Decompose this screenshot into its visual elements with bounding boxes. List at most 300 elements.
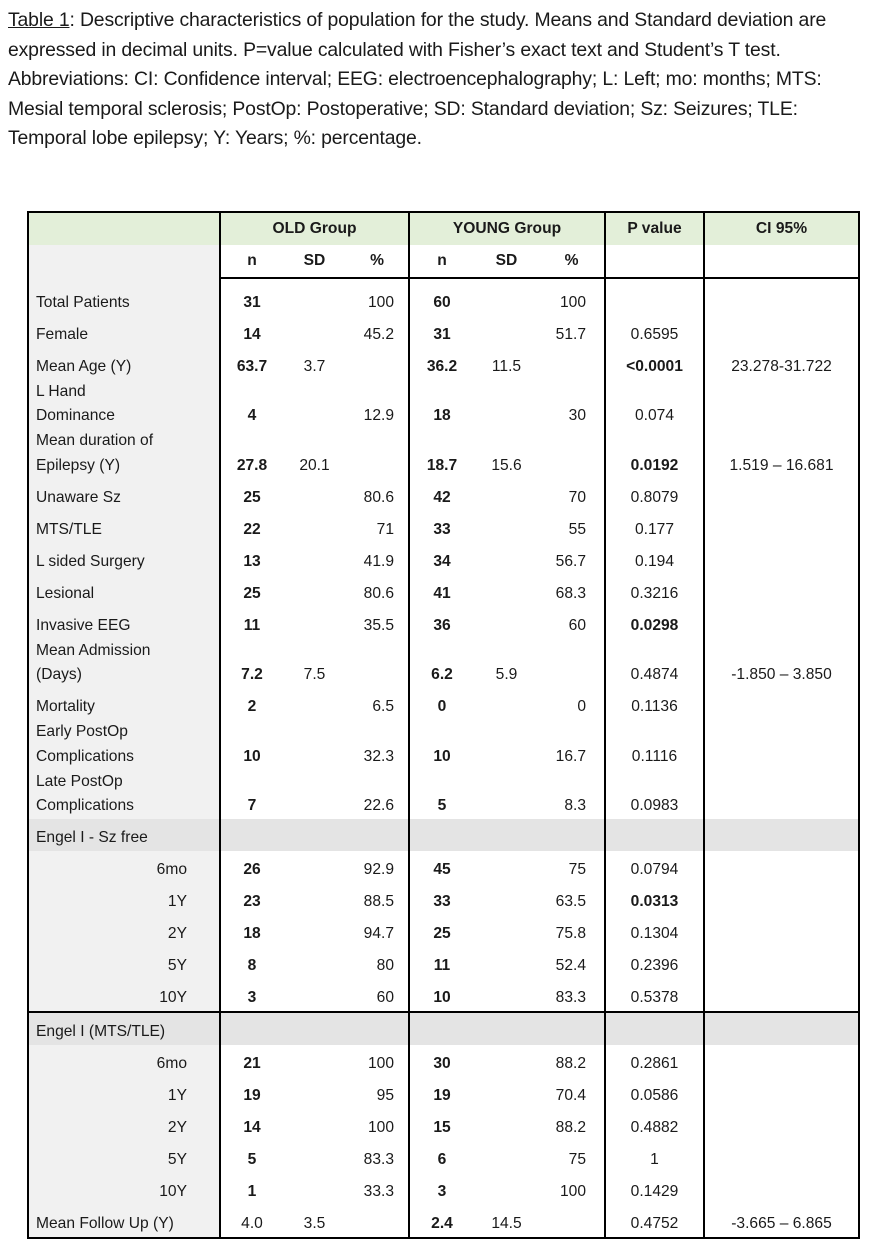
young-pct xyxy=(539,510,605,542)
young-sd xyxy=(474,347,539,379)
old-sd xyxy=(283,347,346,379)
table-row xyxy=(28,379,859,429)
young-n xyxy=(409,1109,474,1141)
young-n xyxy=(409,1045,474,1077)
p-value xyxy=(605,1205,704,1238)
young-n xyxy=(409,1141,474,1173)
young-pct-value: 88.2 xyxy=(555,1119,586,1136)
young-n-value: 6.2 xyxy=(431,666,453,683)
table-row xyxy=(28,315,859,347)
section-header-row xyxy=(28,1012,859,1045)
old-n xyxy=(220,478,283,510)
young-pct-value: 68.3 xyxy=(555,584,586,602)
ci-95 xyxy=(704,851,859,883)
old-n-value: 23 xyxy=(243,893,261,910)
old-n xyxy=(220,1045,283,1077)
young-pct-value: 8.3 xyxy=(564,797,586,814)
section-blank-cell xyxy=(704,1012,859,1045)
old-sd xyxy=(283,720,346,770)
young-pct xyxy=(539,278,605,315)
p-value xyxy=(605,979,704,1012)
young-pct xyxy=(539,947,605,979)
young-n xyxy=(409,915,474,947)
section-blank-cell xyxy=(220,1012,283,1045)
old-pct-value: 45.2 xyxy=(363,325,394,343)
p-value-value: 0.1429 xyxy=(630,1183,679,1200)
ci-95 xyxy=(704,429,859,479)
young-pct xyxy=(539,542,605,574)
characteristics-table xyxy=(27,211,860,1239)
ci-95 xyxy=(704,915,859,947)
old-pct-value: 95 xyxy=(376,1087,394,1104)
row-label-line: Early PostOp xyxy=(36,723,128,740)
row-label-text: 5Y xyxy=(167,1151,187,1168)
old-n-value: 7 xyxy=(247,797,257,814)
row-label xyxy=(28,606,220,638)
young-pct-value: 63.5 xyxy=(555,893,586,910)
table-label: Table 1 xyxy=(8,9,70,31)
young-pct-value: 75 xyxy=(568,1151,586,1168)
table-row xyxy=(28,1173,859,1205)
header-p-value: P value xyxy=(605,212,704,245)
old-sd xyxy=(283,1077,346,1109)
row-label-text: Total Patients xyxy=(36,293,130,311)
row-label xyxy=(28,769,220,819)
old-pct-value: 100 xyxy=(367,293,394,311)
young-n xyxy=(409,769,474,819)
young-sd xyxy=(474,638,539,688)
ci-95-value: -1.850 – 3.850 xyxy=(731,666,832,683)
young-n-value: 18.7 xyxy=(426,456,458,474)
young-sd xyxy=(474,379,539,429)
old-n xyxy=(220,883,283,915)
young-pct-value: 30 xyxy=(568,407,586,424)
p-value xyxy=(605,1045,704,1077)
old-pct-value: 80 xyxy=(376,957,394,974)
young-pct xyxy=(539,1077,605,1109)
old-sd-value: 3.7 xyxy=(303,357,326,375)
old-n xyxy=(220,606,283,638)
old-n xyxy=(220,1173,283,1205)
section-blank-cell xyxy=(220,819,283,851)
ci-95 xyxy=(704,1045,859,1077)
p-value-value: 0.0983 xyxy=(630,797,679,814)
old-n xyxy=(220,769,283,819)
section-blank-cell xyxy=(346,1012,409,1045)
header-young-n: n xyxy=(409,245,474,278)
old-n-value: 4 xyxy=(247,407,257,424)
old-n xyxy=(220,688,283,720)
old-n xyxy=(220,574,283,606)
young-n-value: 45 xyxy=(433,861,451,878)
p-value-value: 0.0192 xyxy=(630,456,679,474)
old-pct-value: 80.6 xyxy=(363,584,394,602)
young-n-value: 30 xyxy=(433,1055,451,1072)
old-sd xyxy=(283,510,346,542)
section-blank-cell xyxy=(346,819,409,851)
row-label-line: Epilepsy (Y) xyxy=(36,456,121,474)
old-pct xyxy=(346,720,409,770)
young-sd xyxy=(474,429,539,479)
young-pct xyxy=(539,574,605,606)
row-label-text: Mean Follow Up (Y) xyxy=(36,1215,174,1232)
p-value-value: 0.4882 xyxy=(630,1119,679,1136)
old-pct-value: 100 xyxy=(367,1055,394,1072)
old-n xyxy=(220,542,283,574)
row-label-text: Unaware Sz xyxy=(36,488,121,506)
p-value-value: 0.177 xyxy=(634,520,675,538)
ci-95 xyxy=(704,606,859,638)
old-sd xyxy=(283,688,346,720)
row-label-line: Late PostOp xyxy=(36,772,123,790)
table-row xyxy=(28,1141,859,1173)
old-pct-value: 22.6 xyxy=(363,797,394,814)
old-n xyxy=(220,315,283,347)
young-n-value: 6 xyxy=(437,1151,447,1168)
row-label-text: 1Y xyxy=(167,1087,187,1104)
young-pct-value: 88.2 xyxy=(555,1055,586,1072)
young-pct xyxy=(539,347,605,379)
ci-95 xyxy=(704,347,859,379)
old-pct xyxy=(346,574,409,606)
ci-95 xyxy=(704,638,859,688)
ci-95-value: 1.519 – 16.681 xyxy=(729,456,834,474)
section-blank-cell xyxy=(605,819,704,851)
row-label-text: 10Y xyxy=(159,1183,187,1200)
row-label xyxy=(28,278,220,315)
row-label xyxy=(28,979,220,1012)
young-n-value: 3 xyxy=(437,1183,447,1200)
table-row xyxy=(28,542,859,574)
old-n xyxy=(220,1205,283,1238)
row-label-line: L Hand xyxy=(36,382,86,400)
old-sd xyxy=(283,379,346,429)
ci-95 xyxy=(704,542,859,574)
ci-95 xyxy=(704,510,859,542)
row-label-text: 10Y xyxy=(159,989,187,1006)
young-sd xyxy=(474,915,539,947)
p-value xyxy=(605,478,704,510)
old-pct-value: 92.9 xyxy=(363,861,394,878)
old-n xyxy=(220,1077,283,1109)
section-blank-cell xyxy=(409,819,474,851)
row-label xyxy=(28,347,220,379)
old-n-value: 7.2 xyxy=(241,666,263,683)
young-n-value: 42 xyxy=(433,488,451,506)
old-sd xyxy=(283,1205,346,1238)
header-row-sub xyxy=(28,245,859,278)
old-pct xyxy=(346,1173,409,1205)
ci-95 xyxy=(704,688,859,720)
young-n-value: 34 xyxy=(433,552,451,570)
young-sd xyxy=(474,315,539,347)
young-sd-value: 14.5 xyxy=(491,1215,522,1232)
old-sd xyxy=(283,478,346,510)
young-sd xyxy=(474,769,539,819)
ci-95 xyxy=(704,478,859,510)
old-pct-value: 6.5 xyxy=(372,698,394,715)
young-sd xyxy=(474,688,539,720)
old-pct xyxy=(346,510,409,542)
old-sd xyxy=(283,278,346,315)
section-title: Engel I - Sz free xyxy=(28,819,220,851)
young-sd xyxy=(474,606,539,638)
table-row xyxy=(28,720,859,770)
young-sd xyxy=(474,478,539,510)
header-old-pct: % xyxy=(346,245,409,278)
section-blank-cell xyxy=(474,1012,539,1045)
row-label xyxy=(28,574,220,606)
old-n xyxy=(220,979,283,1012)
young-pct-value: 83.3 xyxy=(555,989,586,1006)
old-n xyxy=(220,915,283,947)
old-n-value: 8 xyxy=(247,957,257,974)
young-pct-value: 55 xyxy=(568,520,586,538)
old-n-value: 10 xyxy=(243,747,261,765)
row-label-text: Female xyxy=(36,325,88,343)
young-n-value: 2.4 xyxy=(431,1215,453,1232)
p-value-value: 0.0313 xyxy=(630,893,679,910)
p-value-value: 0.5378 xyxy=(630,989,679,1006)
old-sd-value: 20.1 xyxy=(299,456,330,474)
header-p-sub xyxy=(605,245,704,278)
table-row xyxy=(28,278,859,315)
old-pct-value: 80.6 xyxy=(363,488,394,506)
young-sd xyxy=(474,979,539,1012)
table-row xyxy=(28,947,859,979)
old-sd xyxy=(283,851,346,883)
row-label-line: Mean duration of xyxy=(36,432,154,449)
old-n xyxy=(220,638,283,688)
young-pct xyxy=(539,1045,605,1077)
old-n xyxy=(220,429,283,479)
old-sd-value: 3.5 xyxy=(303,1215,326,1232)
old-pct xyxy=(346,542,409,574)
table-row xyxy=(28,1205,859,1238)
p-value xyxy=(605,769,704,819)
caption-text: : Descriptive characteristics of population for the study. Means and Standard deviation are expressed in decimal units. P=value calculated with Fisher’s exact text and Student’s T test. Abbreviations: CI: Confidence interval; EEG: electroencephalography; L: Left; mo: months; MTS: Mesial temporal sclerosis; PostOp: Postoperative; SD: Standard deviation; Sz: Seizures; TLE: Temporal lobe epilepsy; Y: Years; %: percentage. xyxy=(8,9,827,150)
old-pct xyxy=(346,347,409,379)
old-sd xyxy=(283,915,346,947)
young-n xyxy=(409,478,474,510)
p-value xyxy=(605,947,704,979)
p-value-value: 0.0586 xyxy=(630,1087,679,1104)
header-blank-sub xyxy=(28,245,220,278)
ci-95 xyxy=(704,979,859,1012)
young-sd xyxy=(474,883,539,915)
row-label xyxy=(28,915,220,947)
old-sd xyxy=(283,542,346,574)
p-value xyxy=(605,574,704,606)
young-n xyxy=(409,315,474,347)
old-pct-value: 71 xyxy=(376,520,394,538)
table-row xyxy=(28,979,859,1012)
old-n-value: 1 xyxy=(247,1183,257,1200)
young-sd xyxy=(474,1109,539,1141)
old-pct-value: 32.3 xyxy=(363,747,394,765)
young-sd xyxy=(474,720,539,770)
row-label-text: 6mo xyxy=(156,861,187,878)
row-label xyxy=(28,1077,220,1109)
young-pct-value: 75.8 xyxy=(555,925,586,942)
young-pct xyxy=(539,315,605,347)
young-n xyxy=(409,1173,474,1205)
young-n xyxy=(409,947,474,979)
old-pct xyxy=(346,278,409,315)
old-pct-value: 100 xyxy=(367,1119,394,1136)
section-header-row xyxy=(28,819,859,851)
young-sd xyxy=(474,851,539,883)
p-value-value: 0.3216 xyxy=(630,584,679,602)
p-value xyxy=(605,1173,704,1205)
old-pct xyxy=(346,947,409,979)
old-pct-value: 35.5 xyxy=(363,616,394,634)
young-pct-value: 16.7 xyxy=(555,747,586,765)
young-sd xyxy=(474,1077,539,1109)
ci-95 xyxy=(704,947,859,979)
p-value-value: 1 xyxy=(650,1151,659,1168)
old-n xyxy=(220,1141,283,1173)
old-sd xyxy=(283,638,346,688)
p-value xyxy=(605,1077,704,1109)
old-n xyxy=(220,278,283,315)
p-value-value: 0.1136 xyxy=(631,698,678,715)
old-pct xyxy=(346,979,409,1012)
old-n-value: 21 xyxy=(243,1055,261,1072)
table-row xyxy=(28,1045,859,1077)
old-n-value: 14 xyxy=(243,1119,261,1136)
old-pct xyxy=(346,379,409,429)
old-pct xyxy=(346,1045,409,1077)
young-sd xyxy=(474,947,539,979)
p-value xyxy=(605,315,704,347)
young-n xyxy=(409,347,474,379)
row-label xyxy=(28,638,220,688)
young-sd xyxy=(474,574,539,606)
young-n-value: 10 xyxy=(433,747,451,765)
row-label xyxy=(28,1205,220,1238)
young-n xyxy=(409,979,474,1012)
old-pct xyxy=(346,429,409,479)
young-pct-value: 52.4 xyxy=(555,957,586,974)
old-n-value: 22 xyxy=(243,520,261,538)
young-pct xyxy=(539,638,605,688)
old-pct xyxy=(346,883,409,915)
young-n xyxy=(409,1205,474,1238)
old-n-value: 63.7 xyxy=(236,357,268,375)
old-sd xyxy=(283,315,346,347)
old-pct xyxy=(346,1141,409,1173)
header-old-n: n xyxy=(220,245,283,278)
ci-95 xyxy=(704,1077,859,1109)
old-sd xyxy=(283,1045,346,1077)
row-label xyxy=(28,510,220,542)
old-n xyxy=(220,347,283,379)
young-pct xyxy=(539,688,605,720)
row-label xyxy=(28,688,220,720)
old-pct xyxy=(346,915,409,947)
p-value-value: 0.0298 xyxy=(630,616,679,634)
old-sd xyxy=(283,769,346,819)
row-label xyxy=(28,315,220,347)
row-label xyxy=(28,1109,220,1141)
p-value xyxy=(605,851,704,883)
old-n-value: 2 xyxy=(247,698,257,715)
p-value-value: <0.0001 xyxy=(626,357,683,375)
p-value-value: 0.6595 xyxy=(630,325,679,343)
ci-95 xyxy=(704,769,859,819)
old-n-value: 26 xyxy=(243,861,261,878)
young-n xyxy=(409,542,474,574)
p-value-value: 0.194 xyxy=(634,552,675,570)
young-pct xyxy=(539,606,605,638)
table-row xyxy=(28,510,859,542)
table-row xyxy=(28,606,859,638)
ci-95 xyxy=(704,1141,859,1173)
header-young-group: YOUNG Group xyxy=(409,212,605,245)
old-pct xyxy=(346,688,409,720)
old-pct xyxy=(346,1205,409,1238)
young-n-value: 0 xyxy=(437,698,447,715)
young-sd xyxy=(474,510,539,542)
young-n xyxy=(409,688,474,720)
ci-95 xyxy=(704,1205,859,1238)
ci-95 xyxy=(704,379,859,429)
table-row xyxy=(28,769,859,819)
young-sd xyxy=(474,542,539,574)
ci-95 xyxy=(704,1173,859,1205)
p-value-value: 0.2861 xyxy=(630,1055,679,1072)
p-value xyxy=(605,278,704,315)
p-value xyxy=(605,429,704,479)
young-n xyxy=(409,379,474,429)
row-label xyxy=(28,947,220,979)
p-value-value: 0.0794 xyxy=(630,861,679,878)
old-pct-value: 83.3 xyxy=(363,1151,394,1168)
old-n-value: 31 xyxy=(243,293,261,311)
young-sd xyxy=(474,1045,539,1077)
young-n xyxy=(409,1077,474,1109)
ci-95 xyxy=(704,315,859,347)
young-n-value: 19 xyxy=(433,1087,451,1104)
table-row xyxy=(28,1077,859,1109)
old-n xyxy=(220,851,283,883)
p-value xyxy=(605,510,704,542)
young-pct xyxy=(539,883,605,915)
table-row xyxy=(28,429,859,479)
old-n-value: 25 xyxy=(243,584,261,602)
row-label xyxy=(28,478,220,510)
row-label xyxy=(28,883,220,915)
p-value-value: 0.4874 xyxy=(630,666,679,683)
old-pct xyxy=(346,1109,409,1141)
section-title: Engel I (MTS/TLE) xyxy=(28,1012,220,1045)
ci-95 xyxy=(704,883,859,915)
header-young-pct: % xyxy=(539,245,605,278)
young-pct xyxy=(539,1205,605,1238)
old-pct xyxy=(346,315,409,347)
p-value-value: 0.2396 xyxy=(630,957,679,974)
young-n-value: 15 xyxy=(433,1119,451,1136)
young-sd xyxy=(474,1141,539,1173)
young-sd xyxy=(474,278,539,315)
ci-95 xyxy=(704,574,859,606)
young-n-value: 33 xyxy=(433,893,451,910)
row-label-line: Complications xyxy=(36,747,134,765)
section-blank-cell xyxy=(539,1012,605,1045)
young-pct-value: 0 xyxy=(577,698,586,715)
old-pct-value: 94.7 xyxy=(363,925,394,942)
